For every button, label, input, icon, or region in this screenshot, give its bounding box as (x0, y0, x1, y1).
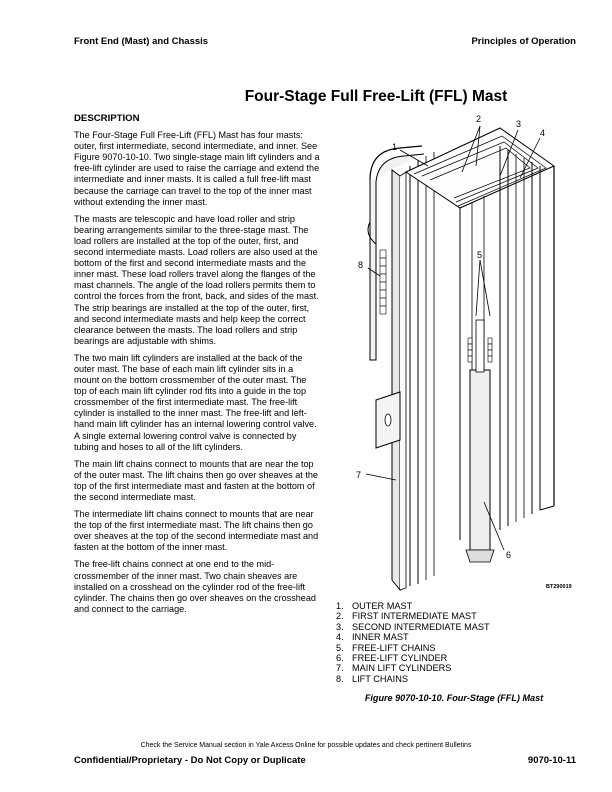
figure-code: BT290019 (546, 584, 572, 590)
legend-item: 3. SECOND INTERMEDIATE MAST (336, 621, 490, 632)
header-section-title: Front End (Mast) and Chassis (74, 36, 209, 47)
callout-2: 2 (476, 114, 482, 124)
paragraph: The two main lift cylinders are installed at the back of the outer mast. The base of each main lift cylinder sits in a mount on the bottom crossmember of the outer mast. The top of each main lift cylinder rod fits into a guide in the top crossmember of the first intermediate mast. The free-lift cylinder is installed to the inner mast. The free-lift and left-hand main lift cylinder has an internal lowering control valve. A single external lowering control valve is connected by tubing and hoses to all of the lift cylinders. (74, 352, 317, 452)
page-title: Four-Stage Full Free-Lift (FFL) Mast (244, 88, 508, 105)
figure-legend (336, 601, 490, 684)
callout-3: 3 (516, 119, 522, 129)
paragraph: The free-lift chains connect at one end to the mid-crossmember of the inner mast. Two chain sheaves are installed on a crosshead on the cylinder rod of the free-lift cylinder. The chains then go over sheaves on the crosshead and connect to the carriage. (74, 559, 316, 614)
paragraph: The main lift chains connect to mounts that are near the top of the outer mast. The lift chains then go over sheaves at the top of the first intermediate mast and fasten at the bottom of the second intermediate mast. (74, 458, 318, 502)
paragraph: The intermediate lift chains connect to mounts that are near the top of the first intermediate mast. The lift chains then go over sheaves at the top of the second intermediate mast and fasten at the bottom of the inner mast. (74, 509, 319, 553)
page-number: 9070-10-11 (527, 755, 576, 766)
footer-note: Check the Service Manual section in Yale Axcess Online for possible updates and check pertinent Bulletins (140, 742, 472, 749)
section-heading: DESCRIPTION (74, 113, 140, 124)
body-column (74, 113, 320, 621)
header-chapter-title: Principles of Operation (471, 36, 576, 47)
paragraph: The Four-Stage Full Free-Lift (FFL) Mast has four masts: outer, first intermediate, second intermediate, and inner. See Figure 9070-10-10. Two single-stage main lift cylinders and a free-lift cylinder are used to raise the carriage and extend the intermediate and inner masts. It is called a full free-lift mast because the carriage can travel to the top of the inner mast without extending the inner mast. (74, 130, 320, 207)
legend-item: 7. MAIN LIFT CYLINDERS (336, 663, 452, 674)
callout-6: 6 (506, 550, 512, 560)
legend-item: 8. LIFT CHAINS (336, 673, 408, 684)
footer-confidential: Confidential/Proprietary - Do Not Copy or Duplicate (74, 755, 306, 766)
figure-caption: Figure 9070-10-10. Four-Stage (FFL) Mast (364, 693, 544, 703)
mast-illustration (340, 110, 576, 600)
callout-1: 1 (392, 142, 398, 152)
legend-item: 4. INNER MAST (336, 632, 409, 643)
legend-item: 5. FREE-LIFT CHAINS (336, 642, 436, 653)
callout-8: 8 (358, 260, 364, 270)
paragraph: The masts are telescopic and have load roller and strip bearing arrangements similar to the three-stage mast. The load rollers are installed at the top of the outer, first, and second intermediate masts. Load rollers are also used at the bottom of the first and second intermediate masts and the inner mast. These load rollers travel along the flanges of the mast channels. The angle of the load rollers permits them to control the forces from the front, back, and sides of the mast. The strip bearings are installed at the top of the outer, first, and second intermediate masts and help keep the correct clearance between the masts. The load rollers and strip bearings are adjustable with shims. (74, 213, 319, 346)
callout-5: 5 (477, 250, 483, 260)
legend-item: 1. OUTER MAST (336, 601, 413, 611)
legend-item: 2. FIRST INTERMEDIATE MAST (336, 611, 477, 622)
legend-item: 6. FREE-LIFT CYLINDER (336, 653, 448, 664)
callout-7: 7 (356, 470, 362, 480)
callout-4: 4 (540, 128, 546, 138)
